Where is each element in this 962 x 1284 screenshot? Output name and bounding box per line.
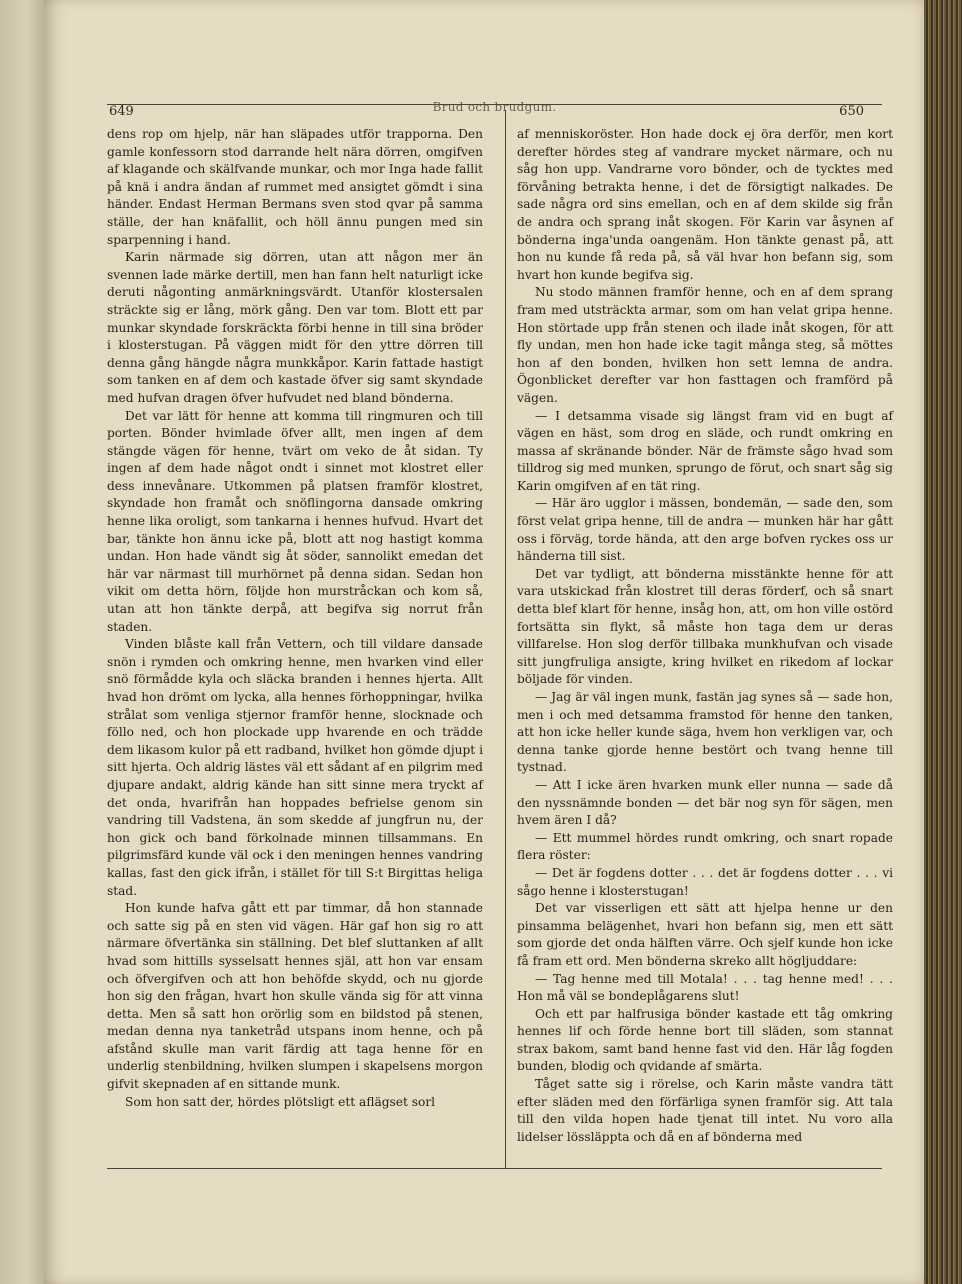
left-column <box>107 126 483 1111</box>
paragraph: — Tag henne med till Motala! . . . tag henne med! . . . Hon må väl se bondeplågarens slut! <box>517 971 893 1004</box>
paragraph: — Här äro ugglor i mässen, bondemän, — sade den, som först velat gripa henne, till de andra — munken här har gått oss i förväg, torde hända, att den arge bofven ryckes oss ur händerna till sist. <box>517 496 893 564</box>
paragraph: Det var lätt för henne att komma till ringmuren och till porten. Bönder hvimlade öfver allt, men ingen af dem stängde vägen för henne, tvärt om veko de åt sidan. Ty ingen af dem hade något ondt i sinnet mot klostret eller dess innevånare. Utkommen på platsen framför klostret, skyndade hon framåt och snöflingorna dansade omkring henne lika oroligt, som tankarna i hennes hufvud. Hvart det bar, tänkte hon ännu icke på, blott att nog hastigt komma undan. Hon hade vändt sig åt söder, sannolikt emedan det här var närmast till murhörnet på denna sidan. Sedan hon vikit om detta hörn, följde hon murstråckan och kom så, utan att hon tänkte derpå, att begifva sig norrut från staden. <box>107 408 483 634</box>
paragraph: Hon kunde hafva gått ett par timmar, då hon stannade och satte sig på en sten vid vägen. Här gaf hon sig ro att närmare öfvertänka sin ställning. Det blef sluttanken af allt hvad som hittills sysselsatt hennes själ, att hon var ensam och öfvergifven och att hon behöfde skydd, och nu gjorde hon sig den frågan, hvart hon skulle vända sig för att vinna detta. Men så satt hon orörlig som en bildstod på stenen, medan denna nya tanketråd utspans inom henne, och på afstånd skulle man varit färdig att taga henne för en underlig stenbildning, hvilken slumpen i skapelsens morgon gifvit skepnaden af en sittande munk. <box>107 901 483 1092</box>
header-rule <box>107 104 882 105</box>
footer-rule <box>107 1168 882 1169</box>
book-page <box>44 0 928 1284</box>
paragraph: — Jag är väl ingen munk, fastän jag synes så — sade hon, men i och med detsamma framstod för henne den tanken, att hon icke heller kunde säga, hvem hon verkligen var, och denna tanke gjorde henne bestört och tvang henne till tystnad. <box>517 690 893 775</box>
paragraph: Det var visserligen ett sätt att hjelpa henne ur den pinsamma belägenhet, hvari hon befann sig, men ett sätt som gjorde det onda hälften värre. Och sjelf kunde hon icke få fram ett ord. Men bönderna skreko allt högljuddare: <box>517 901 893 968</box>
paragraph: Det var tydligt, att bönderna misstänkte henne för att vara utskickad från klostret till deras förderf, och så snart detta blef klart för henne, insåg hon, att, om hon ville ostörd fortsätta sin flykt, så måste hon taga dem ur deras villfarelse. Hon slog derför tillbaka munkhufvan och visade sitt jungfruliga ansigte, kring hvilket en rikedom af lockar böljade för vinden. <box>517 566 893 687</box>
column-divider <box>505 110 506 1168</box>
page-number-right: 650 <box>839 104 864 119</box>
book-gutter <box>0 0 48 1284</box>
right-column <box>517 126 893 1146</box>
paragraph: Nu stodo männen framför henne, och en af dem sprang fram med utsträckta armar, som om han velat gripa henne. Hon störtade upp från stenen och ilade inåt skogen, för att fly undan, men hon hade icke tagit många steg, så möttes hon af den bonden, hvilken hon sett lemna de andra. Ögonblicket derefter var hon fasttagen och framförd på vägen. <box>517 285 893 405</box>
paragraph: Vinden blåste kall från Vettern, och till vildare dansade snön i rymden och omkring henne, men hvarken vind eller snö förmådde kyla och släcka branden i hennes hjerta. Allt hvad hon drömt om lycka, alla hennes förhoppningar, hvilka strålat som venliga stjernor framför henne, slocknade och föllo ned, och hon plockade upp hvarende en och trädde dem likasom kulor på ett radband, hvilket hon gömde djupt i sitt hjerta. Och aldrig lästes väl ett sådant af en pilgrim med djupare andakt, aldrig kände han sitt sinne mera tryckt af det onda, hvarifrån han hoppades befrielse genom sin vandring till Vadstena, än som skedde af jungfrun nu, der hon gick och band förkolnade minnen tillsammans. En pilgrimsfärd kunde väl ock i den meningen hennes vandring kallas, fast den gick ifrån, i stället för till S:t Birgittas heliga stad. <box>107 637 483 898</box>
paragraph: Karin närmade sig dörren, utan att någon mer än svennen lade märke dertill, men han fann helt naturligt icke deruti någonting anmärkningsvärdt. Utanför klostersalen sträckte sig er lång, mörk gång. Den var tom. Blott ett par munkar skyndade forskräckta förbi henne in till sina bröder i klosterstugan. På väggen midt för den yttre dörren till denna gång hängde några munkkåpor. Karin fattade hastigt som tanken en af dem och kastade öfver sig samt skyndade med hufvan dragen öfver hufvudet ned bland bönderna. <box>107 250 483 405</box>
running-title: Brud och brudgum. <box>432 100 557 114</box>
paragraph: — Ett mummel hördes rundt omkring, och snart ropade flera röster: <box>517 830 893 863</box>
paragraph: Som hon satt der, hördes plötsligt ett aflägset sorl <box>125 1094 436 1109</box>
paragraph: — Det är fogdens dotter . . . det är fogdens dotter . . . vi sågo henne i klosterstugan! <box>517 865 893 898</box>
paragraph: — Att I icke ären hvarken munk eller nunna — sade då den nyssnämnde bonden — det bär nog syn för sägen, men hvem ären I då? <box>517 777 893 828</box>
page-number-left: 649 <box>109 104 134 119</box>
page-stack-edge <box>924 0 962 1284</box>
paragraph: Och ett par halfrusiga bönder kastade ett tåg omkring hennes lif och förde henne bort till släden, som stannat strax bakom, samt band henne fast vid den. Här låg fogden bunden, blodig och qvidande af smärta. <box>517 1006 893 1074</box>
paragraph: — I detsamma visade sig längst fram vid en bugt af vägen en häst, som drog en släde, och rundt omkring en massa af skränande bönder. När de främste sågo hvad som tilldrog sig med munken, sprungo de förut, och snart såg sig Karin omgifven af en tät ring. <box>517 408 893 493</box>
paragraph: Tåget satte sig i rörelse, och Karin måste vandra tätt efter släden med den förfärliga synen framför sig. Att tala till den vilda hopen hade tjenat till intet. Nu voro alla lidelser lössläppta och då en af bönderna med <box>517 1077 893 1144</box>
paragraph: af menniskoröster. Hon hade dock ej öra derför, men kort derefter hördes steg af vandrare mycket närmare, och nu såg hon upp. Vandrarne voro bönder, och de tycktes med förvåning betrakta henne, i det de försigtigt nalkades. De sade några ord sins emellan, och en af dem skilde sig från de andra och sprang inåt skogen. För Karin var åsynen af bönderna inga'unda oangenäm. Hon tänkte genast på, att hon nu kunde få reda på, så väl hvar hon befann sig, som hvart hon kunde begifva sig. <box>517 127 893 282</box>
page-frame <box>107 70 893 1180</box>
paragraph: dens rop om hjelp, när han släpades utför trapporna. Den gamle konfessorn stod darrande helt nära dörren, omgifven af klagande och skälfvande munkar, och mor Inga hade fallit på knä i andra ändan af rummet med ansigtet gömdt i sina händer. Endast Herman Bermans sven stod qvar på samma ställe, der han knäfallit, och höll ännu pungen med sin sparpenning i hand. <box>107 127 483 247</box>
